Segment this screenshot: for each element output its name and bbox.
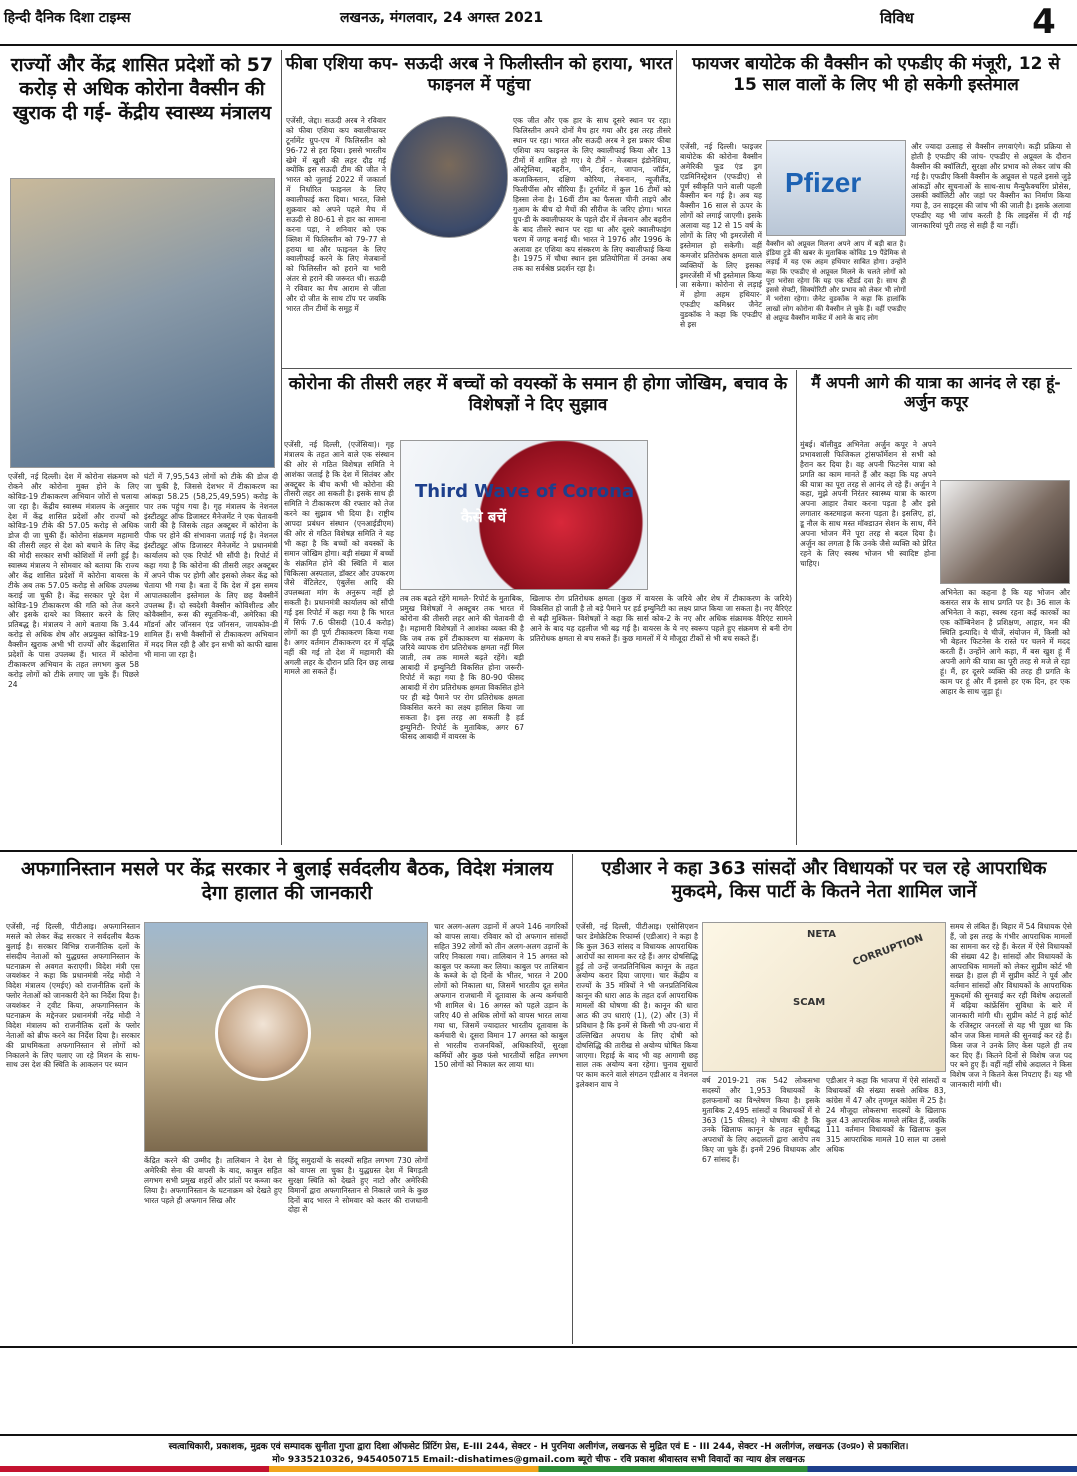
vaccine-column-1: एजेंसी, नई दिल्ली। देश में कोरोना संक्रमण को रोकने और कोरोना मुक्त होने के लिए कोविड-19 टीकाकरण अभियान जोरों से चलाया जा रहा है। केंद्रीय स्वास्थ्य मंत्रालय के अनुसार देश में केंद्र शासित प्रदेशों और राज्यों को कोविड-19 टीके की 57.05 करोड़ से अधिक डोज दी जा चुकी हैं। कोरोना संक्रमण महामारी की तीसरी लहर से देश को बचाने के लिए केंद्र की मोदी सरकार सभी कोशिशों में लगी हुई है। स्वास्थ्य मंत्रालय ने सोमवार को बताया कि राज्य और केंद्र शासित प्रदेशों में कोरोना वायरस के टीके अब तक 57.05 करोड़ से अधिक उपलब्ध कराई जा चुकी है। केंद्र सरकार पूरे देश में कोविड-19 टीकाकरण की गति को तेज करने और इसके दायरे का विस्तार करने के लिए प्रतिबद्ध है। मंत्रालय ने आगे बताया कि 3.44 करोड़ से अधिक शेष और अप्रयुक्त कोविड-19 वैक्सीन खुराक अभी भी राज्यों और केंद्रशासित प्रदेशों के पास उपलब्ध हैं। भारत में कोरोना टीकाकरण अभियान के तहत लगभग कुल 58 करोड़ लोगों को टीके लगाए जा चुके हैं। पिछले 24 — [8, 472, 139, 689]
adr-column-2: वर्ष 2019-21 तक 542 लोकसभा सदस्यों और 1,953 विधायकों के हलफनामों का विश्लेषण किया है। इसके मुताबिक 2,495 सांसदों व विधायकों में से 363 (15 फीसद) ने घोषणा की है कि उनके खिलाफ कानून के तहत सूचीबद्ध अपराधों के लिए अदालतों द्वारा आरोप तय किए जा चुके हैं। इनमें 296 विधायक और 67 सांसद हैं। — [702, 1076, 820, 1165]
column-divider — [796, 370, 797, 845]
column-divider — [676, 50, 677, 288]
column-divider — [281, 50, 282, 845]
cartoon-tag-neta: NETA — [807, 929, 836, 940]
third-wave-headline: कोरोना की तीसरी लहर में बच्चों को वयस्कों के समान ही होगा जोखिम, बचाव के विशेषज्ञों ने दिए सुझाव — [288, 374, 788, 416]
pfizer-column-2: वैक्सीन को अप्रूवल मिलना अपने आप में बड़ी बात है। इंडिया टुडे की खबर के मुताबिक कोविड 19 पैंडेमिक से लड़ाई में यह एक अहम हथियार साबित होगा। उन्होंने कहा कि एफडीए से अप्रूवल मिलने के चलते लोगों को पूरा भरोसा रहेगा कि यह एक स्टैंडर्ड दवा है। साथ ही इससे सेफ्टी, सिक्योरिटी और प्रभाव को लेकर भी लोगों में भरोसा रहेगा। जैनेट वुडकॉक ने कहा कि हालांकि लाखों लोग कोरोना की वैक्सीन ले चुके हैं। वहीं एफडीए से अप्रूव्ड वैक्सीन मार्केट में आने के बाद लोग — [766, 240, 906, 322]
third-wave-column-3: खिलाफ रोग प्रतिरोधक क्षमता (कुछ में वायरस के जरिये और शेष में टीकाकरण के जरिये) विकसित हो जाती है तो बड़े पैमाने पर हर्ड इम्युनिटी का लक्ष्य प्राप्त किया जा सकता है। नए वैरिएंट से बढ़ी मुश्किल- विशेषज्ञों ने कहा कि सार्स कोव-2 के नए और अधिक संक्रामक वैरिएंट सामने आने के बाद यह दहलीज भी बढ़ गई है। वायरस के ये नए स्वरूप पहले हुए संक्रमण से बनी रोग प्रतिरोधक क्षमता से बच सकते हैं। कुछ मामलों में ये मौजूदा टीकों से भी बच सकते हैं। — [530, 594, 792, 643]
column-divider — [572, 854, 573, 1344]
adr-column-4: समय से लंबित हैं। बिहार में 54 विधायक ऐसे हैं, जो इस तरह के गंभीर आपराधिक मामलों का सामना कर रहे हैं। केरल में ऐसे विधायकों की संख्या 42 है। सांसदों और विधायकों के आपराधिक मामलों को लेकर सुप्रीम कोर्ट भी सख्त है। हाल ही में सुप्रीम कोर्ट ने पूर्व और वर्तमान सांसदों और विधायकों के आपराधिक मुकदमों की सुनवाई कर रही विशेष अदालतों में बढ़िया कांफ्रेंसिंग सुविधा के बारे में जानकारी मांगी थी। सुप्रीम कोर्ट ने हाई कोर्ट के रजिस्ट्रार जनरलों से यह भी पूछा था कि कौन जज किस मामले की सुनवाई कर रहे हैं। किस जज ने उनके लिए केस पहले ही तय कर दिए हैं। कितने दिनों से विशेष जज पद पर बने हुए हैं। वहीं नहीं सीधे अदालत ने किस विशेष जज ने कितने केस निपटाए हैं। यह भी जानकारी मांगी थी। — [950, 922, 1072, 1090]
fiba-column-1-upper: एजेंसी, जेद्दा। सऊदी अरब ने रविवार को फीबा एशिया कप क्वालीफायर टूर्नामेंट ग्रुप-एच में फिलिस्तीन को 96-72 से हरा दिया। इससे भारतीय खेमे में खुशी की लहर दौड़ गई क्योंकि इस सऊदी टीम की जीत ने भारत को जुलाई 2022 में जकार्ता में निर्धारित फाइनल के लिए क्वालीफाई करा दिया। भारत, जिसे शुक्रवार को अपने पहले मैच में सऊदी से 80-61 से हार का सामना करना पड़ा, ने शनिवार को एक क्लिश में फिलिस्तीन को 79-77 से हराया था और फाइनल के लिए क्वालीफाई करने के लिए मेजबानों को फिलिस्तीन को हराने या भारी अंतर से हराने की जरूरत थी। सऊदी ने रविवार का मैच आराम से जीता और दो जीत के साथ टॉप पर जबकि भारत तीन टीमों के समूह में — [286, 116, 386, 313]
footer-color-stripe — [0, 1466, 1077, 1472]
vaccine-headline: राज्यों और केंद्र शासित प्रदेशों को 57 करोड़ से अधिक कोरोना वैक्सीन की खुराक दी गई- केंद्रीय स्वास्थ्य मंत्रालय — [10, 54, 274, 124]
dateline: लखनऊ, मंगलवार, 24 अगस्त 2021 — [340, 10, 544, 26]
afghan-column-1: एजेंसी, नई दिल्ली, पीटीआइ। अफगानिस्तान मसले को लेकर केंद्र सरकार ने सर्वदलीय बैठक बुलाई है। सरकार विभिन्न राजनीतिक दलों के संसदीय नेताओं को युद्धग्रस्त अफगानिस्तान के घटनाक्रम से अवगत कराएगी। विदेश मंत्री एस जयशंकर ने कहा कि प्रधानमंत्री नरेंद्र मोदी ने विदेश मंत्रालय (एमईए) को राजनीतिक दलों के फ्लोर नेताओं को जानकारी देने का निर्देश दिया है। जयशंकर ने ट्वीट किया, अफगानिस्तान के घटनाक्रम के मद्देनजर प्रधानमंत्री नरेंद्र मोदी ने विदेश मंत्रालय को राजनीतिक दलों के फ्लोर नेताओं को ब्रीफ करने का निर्देश दिया है। सरकार की प्राथमिकता अफगानिस्तान से लोगों को निकालने के लिए चलाए जा रहे मिशन के साथ-साथ उस देश की स्थिति के आकलन पर ध्यान — [6, 922, 140, 1070]
third-wave-graphic-subtitle: कैसे बचें — [461, 508, 506, 526]
arjun-column-1: मुंबई। बॉलीवुड अभिनेता अर्जुन कपूर ने अपने प्रभावशाली फिजिकल ट्रांसफॉर्मेशन से सभी को हैरान कर दिया है। वह अपनी फिटनेस यात्रा को प्रगति का काम मानते हैं और कहा कि यह अपने की यात्रा का पूरा तरह से आनंद ले रहे हैं। अर्जुन ने कहा, मुझे अपनी निरंतर स्वास्थ्य यात्रा के कारण अपना आहार तैयार करना पड़ता है और इसे लगातार कस्टमाइज करना पड़ता है। इसलिए, हां, डू नौल के साथ मस्त मॉक्डाउन सेशन के साथ, मैंने अपना भोजन मैंने पूरा तरह से बदल दिया है। अर्जुन का लगता है कि उनके जैसे व्यक्ति को प्रेरित रहने के लिए स्वस्थ भोजन भी स्वादिष्ट होना चाहिए। — [800, 440, 936, 568]
arjun-headline: मैं अपनी आगे की यात्रा का आनंद ले रहा हूं- अर्जुन कपूर — [811, 374, 1061, 412]
adr-column-1: एजेंसी, नई दिल्ली, पीटीआइ। एसोसिएशन फार डेमोक्रेटिक रिफार्म्स (एडीआर) ने कहा है कि कुल 363 सांसद व विधायक आपराधिक आरोपों का सामना कर रहे हैं। अगर दोषसिद्धि हुई तो उन्हें जनप्रतिनिधित्व कानून के तहत अयोग्य करार दिया जाएगा। चार केंद्रीय व राज्यों के 35 मंत्रियों ने भी जनप्रतिनिधित्व कानून की धारा आठ के तहत दर्ज आपराधिक मामलों की घोषणा की है। कानून की धारा आठ की उप धाराएं (1), (2) और (3) में प्रविधान है कि इनमें से किसी भी उप-धारा में उल्लिखित अपराध के लिए दोषी को दोषसिद्धि की तारीख से अयोग्य घोषित किया जाएगा। रिहाई के बाद भी वह आगामी छह साल तक अयोग्य बना रहेगा। चुनाव सुधारों पर काम करने वाले संगठन एडीआर व नेशनल इलेक्शन वाच ने — [576, 922, 698, 1090]
modi-portrait — [215, 985, 311, 1081]
masthead-rule — [0, 44, 1077, 46]
arjun-column-2-upper — [940, 440, 1070, 478]
third-wave-column-2: तब तक बढ़ते रहेंगे मामले- रिपोर्ट के मुताबिक, प्रमुख विशेषज्ञों ने अक्टूबर तक भारत में कोरोना की तीसरी लहर आने की चेतावनी दी है। महामारी विशेषज्ञों ने आशंका व्यक्त की है कि जब तक हमें टीकाकरण या संक्रमण के जरिये व्यापक रोग प्रतिरोधक क्षमता नहीं मिल जाती, तब तक मामले बढ़ते रहेंगे। बड़ी आबादी में इम्युनिटी विकसित होना जरूरी- रिपोर्ट में कहा गया है कि 80-90 फीसद आबादी में रोग प्रतिरोधक क्षमता विकसित होने पर ही बड़े पैमाने पर रोग प्रतिरोधक क्षमता विकसित करने का लक्ष्य हासिल किया जा सकता है। इस तरह आ सकती है हर्ड इम्युनिटी- रिपोर्ट के मुताबिक, अगर 67 फीसद आबादी में वायरस के — [400, 594, 524, 742]
third-wave-graphic — [400, 440, 648, 590]
pfizer-column-3: और ज्यादा उत्साह से वैक्सीन लगवाएंगे। कड़ी प्रक्रिया से होती है एफडीए की जांच- एफडीए से अप्रूवल के दौरान वैक्सीन की क्वॉलिटी, सुरक्षा और प्रभाव को लेकर जांच की गई है। एफडीए किसी वैक्सीन के अप्रूवल से पहले इससे जुड़े आंकड़ों और सूचनाओं के साथ-साथ मैन्युफैक्चरिंग प्रोसेस, उसकी क्वॉलिटी और जहां पर वैक्सीन का निर्माण किया गया है, उन साइट्स की जांच भी की जाती है। इसके अलावा एफडीए यह भी जांच करती है कि लाइसेंस में दी गई जानकारियां पूरी तरह से सही हैं या नहीं। — [911, 142, 1071, 231]
afghan-column-2: केंद्रित करने की उम्मीद है। तालिबान ने देश से अमेरिकी सेना की वापसी के बाद, काबुल सहित लगभग सभी प्रमुख शहरों और प्रांतों पर कब्जा कर लिया है। अफगानिस्तान के घटनाक्रम को देखते हुए भारत पहले ही अफगान सिख और — [144, 1156, 282, 1205]
section-rule — [282, 368, 1072, 369]
masthead — [0, 0, 1077, 46]
afghan-headline: अफगानिस्तान मसले पर केंद्र सरकार ने बुलाई सर्वदलीय बैठक, विदेश मंत्रालय देगा हालात की जानकारी — [20, 858, 554, 904]
pfizer-vials-photo — [766, 140, 906, 236]
footer-imprint: स्वत्वाधिकारी, प्रकाशक, मुद्रक एवं सम्पादक सुनीता गुप्ता द्वारा दिशा ऑफसेट प्रिंटिंग प्रेस, E-III 244, सेक्टर - H पुरनिया अलीगंज, लखनऊ से मुद्रित एवं E - III 244, सेक्टर -H अलीगंज, लखनऊ (उ०प्र०) से प्रकाशित। — [168, 1442, 909, 1452]
vaccine-column-2: घंटों में 7,95,543 लोगों को टीके की डोज दी जा चुकी है, जिससे देशभर में टीकाकरण का आंकड़ा 58.25 (58,25,49,595) करोड़ के पार तक पहुंच गया है। गृह मंत्रालय के नेशनल इंस्टीट्यूट ऑफ डिजास्टर मैनेजमेंट ने एक चेतावनी जारी की है जिसके तहत अक्टूबर में कोरोना के पीक पर होने की संभावना जताई गई है। नेशनल इंस्टीट्यूट ऑफ डिजास्टर मैनेजमेंट ने प्रधानमंत्री कार्यालय को एक रिपोर्ट भी सौंपी है। रिपोर्ट में कहा गया है कि कोरोना की तीसरी लहर अक्टूबर में अपने पीक पर होगी और इसको लेकर केंद्र को चेताया भी गया है। बता दें कि देश में इस समय आपातकालीन इस्तेमाल के लिए छह वैक्सीनें उपलब्ध हैं। दो स्वदेशी वैक्सीन कोविशील्ड और कोवैक्सीन, रूस की स्पूतनिक-वी, अमेरिका की मॉडर्ना और जॉनसन एंड जॉनसन, जायकोव-डी शामिल हैं। सभी वैक्सीनों से टीकाकरण अभियान में मदद मिल रही है और इन सभी को काफी खास भी माना जा रहा है। — [144, 472, 278, 660]
pfizer-logo: Pfizer — [785, 167, 862, 198]
cartoon-tag-scam: SCAM — [793, 997, 826, 1008]
third-wave-graphic-title: Third Wave of Corona — [415, 481, 635, 502]
fiba-column-2: एक जीत और एक हार के साथ दूसरे स्थान पर रहा। फिलिस्तीन अपने दोनों मैच हार गया और इस तरह तीसरे स्थान पर रहा। भारत और सऊदी अरब ने इस प्रकार फीबा एशिया कप फाइनल के लिए क्वालीफाई किया और 13 टीमों में शामिल हो गए। ये टीमें - मेजबान इंडोनेशिया, ऑस्ट्रेलिया, बहरीन, चीन, ईरान, जापान, जॉर्डन, कजाकिस्तान, दक्षिण कोरिया, लेबनान, न्यूजीलैंड, फिलीपींस और सीरिया हैं। टूर्नामेंट में कुल 16 टीमों को हिस्सा लेना है। 16वीं टीम का फैसला चीनी ताइपे और गुआम के बीच दो मैचों की सीरीज के जरिए होगा। भारत ग्रुप-डी के क्वालीफायर के पहले दौर में लेबनान और बहरीन के बाद तीसरे स्थान पर रहा था और दूसरे क्वालीफाइंग चरण में जगह बनाई थी। भारत ने 1976 और 1996 के अलावा हर एशिया कप संस्करण के लिए क्वालीफाई किया है। 1975 में चौथा स्थान इस प्रतियोगिता में उनका अब तक का सर्वश्रेष्ठ प्रदर्शन रहा है। — [513, 116, 671, 274]
section-rule — [0, 1346, 1077, 1348]
cartoon-tag-corruption: CORRUPTION — [851, 932, 925, 969]
paper-name: हिन्दी दैनिक दिशा टाइम्स — [4, 10, 131, 26]
afghanistan-photo-collage — [144, 922, 428, 1152]
footer-contact: मो० 9335210326, 9454050715 Email:-dishatimes@gmail.com ब्यूरो चीफ - रवि प्रकाश श्रीवास्तव सभी विवादों का न्याय क्षेत्र लखनऊ — [272, 1455, 805, 1465]
fiba-headline: फीबा एशिया कप- सऊदी अरब ने फिलीस्तीन को हराया, भारत फाइनल में पहुंचा — [285, 54, 673, 96]
vaccination-photo — [10, 178, 275, 468]
pfizer-headline: फायजर बायोटेक की वैक्सीन को एफडीए की मंजूरी, 12 से 15 साल वालों के लिए भी हो सकेगी इस्तेमाल — [692, 54, 1060, 96]
page-number: 4 — [1032, 2, 1056, 42]
fiba-column-1-lower — [286, 240, 508, 356]
adr-column-3: एडीआर ने कहा कि भाजपा में ऐसे सांसदों व विधायकों की संख्या सबसे अधिक 83, कांग्रेस में 47 और तृणमूल कांग्रेस में 25 है। 24 मौजूदा लोकसभा सदस्यों के खिलाफ कुल 43 आपराधिक मामले लंबित हैं, जबकि 111 वर्तमान विधायकों के खिलाफ कुल 315 आपराधिक मामले 10 साल या उससे अधिक — [826, 1076, 946, 1155]
arjun-column-2: अभिनेता का कहना है कि यह भोजन और कसरत सत्र के साथ प्रगति पर है। 36 साल के अभिनेता ने कहा, स्वस्थ रहना कई कारकों का एक कॉम्बिनेशन है प्रशिक्षण, आहार, मन की स्थिति इत्यादि। ये चीजें, संयोजन में, किसी को भी बेहतर फिटनेस के रास्ते पर चलने में मदद करती हैं। उन्होंने आगे कहा, मैं बस खुश हूं मैं अपनी आगे की यात्रा का पूरी तरह से मजे ले रहा हूं। मैं, हर दूसरे व्यक्ति की तरह ही प्रगति के काम पर हूं और मैं इससे हर एक दिन, हर एक आहार के साथ जुड़ा हूं। — [940, 588, 1070, 696]
pfizer-column-1: एजेंसी, नई दिल्ली। फाइजर बायोटेक की कोरोना वैक्सीन अमेरिकी फूड एंड ड्रग एडमिनिस्ट्रेशन (एफडीए) से पूर्ण स्वीकृति पाने वाली पहली वैक्सीन बन गई है। अब यह वैक्सीन 16 साल से ऊपर के लोगों को लगाई जाएगी। इसके अलावा यह 12 से 15 वर्ष के लोगों के लिए भी इमरजेंसी में इस्तेमाल हो सकेगी। वहीं कमजोर प्रतिरोधक क्षमता वाले व्यक्तियों के लिए इसका इमरजेंसी में भी इस्तेमाल किया जा सकेगा। कोरोना से लड़ाई में होगा अहम हथियार- एफडीए कमिश्नर जैनेट वुडकॉक ने कहा कि एफडीए से इस — [680, 142, 762, 330]
arjun-kapoor-photo — [940, 480, 1070, 584]
corruption-cartoon — [702, 922, 946, 1072]
afghan-column-3: हिंदू समुदायों के सदस्यों सहित लगभग 730 लोगों को वापस ला चुका है। युद्धग्रस्त देश में बिगड़ती सुरक्षा स्थिति को देखते हुए नाटो और अमेरिकी विमानों द्वारा अफगानिस्तान से निकाले जाने के कुछ दिनों बाद भारत ने सोमवार को कतर की राजधानी दोहा से — [288, 1156, 428, 1215]
third-wave-column-1: एजेंसी, नई दिल्ली, (एजेंसिया)। गृह मंत्रालय के तहत आने वाले एक संस्थान की ओर से गठित विशेषज्ञ समिति ने आशंका जताई है कि देश में सितंबर और अक्टूबर के बीच कभी भी कोरोना की तीसरी लहर आ सकती है। इसके साथ ही समिति ने टीकाकरण की रफ्तार को तेज करने का सुझाव भी दिया है। राष्ट्रीय आपदा प्रबंधन संस्थान (एनआईडीएम) की ओर से गठित विशेषज्ञ समिति ने यह भी कहा है कि बच्चों को वयस्कों के समान जोखिम होगा। बड़ी संख्या में बच्चों के संक्रमित होने की स्थिति में बाल चिकित्सा अस्पताल, डॉक्टर और उपकरण जैसे वेंटिलेटर, एंबुलेंस आदि की उपलब्धता मांग के अनुरूप नहीं हो सकती है। प्रधानमंत्री कार्यालय को सौंपी गई इस रिपोर्ट में कहा गया है कि भारत में सिर्फ 7.6 फीसदी (10.4 करोड़) लोगों का ही पूर्ण टीकाकरण किया गया है। अगर वर्तमान टीकाकरण दर में वृद्धि नहीं की गई तो देश में महामारी की अगली लहर के दौरान प्रति दिन छह लाख मामले आ सकते हैं। — [284, 440, 394, 677]
section-rule — [0, 850, 1077, 852]
adr-headline: एडीआर ने कहा 363 सांसदों और विधायकों पर चल रहे आपराधिक मुकदमे, किस पार्टी के कितने नेता शामिल जानें — [601, 858, 1047, 902]
afghan-column-4: चार अलग-अलग उड़ानों में अपने 146 नागरिकों को वापस लाया। रविवार को दो अफगान सांसदों सहित 392 लोगों को तीन अलग-अलग उड़ानों के जरिए निकाला गया। तालिबान ने 15 अगस्त को काबुल पर कब्जा कर लिया। काबुल पर तालिबान के कब्जे के दो दिनों के भीतर, भारत ने 200 लोगों को निकाला था, जिसमें भारतीय दूत समेत अफगान राजधानी में दूतावास के अन्य कर्मचारी भी शामिल थे। 16 अगस्त को पहले उड़ान के जरिए 40 से अधिक लोगों को वापस भारत लाया गया था, जिसमें ज्यादातर भारतीय दूतावास के कर्मचारी थे। दूसरा विमान 17 अगस्त को काबुल से भारतीय राजनयिकों, अधिकारियों, सुरक्षा कर्मियों और कुछ फंसे भारतीयों सहित लगभग 150 लोगों को निकाल कर लाया था। — [434, 922, 568, 1070]
section-name: विविध — [880, 9, 914, 27]
basketball-team-photo — [390, 116, 508, 238]
